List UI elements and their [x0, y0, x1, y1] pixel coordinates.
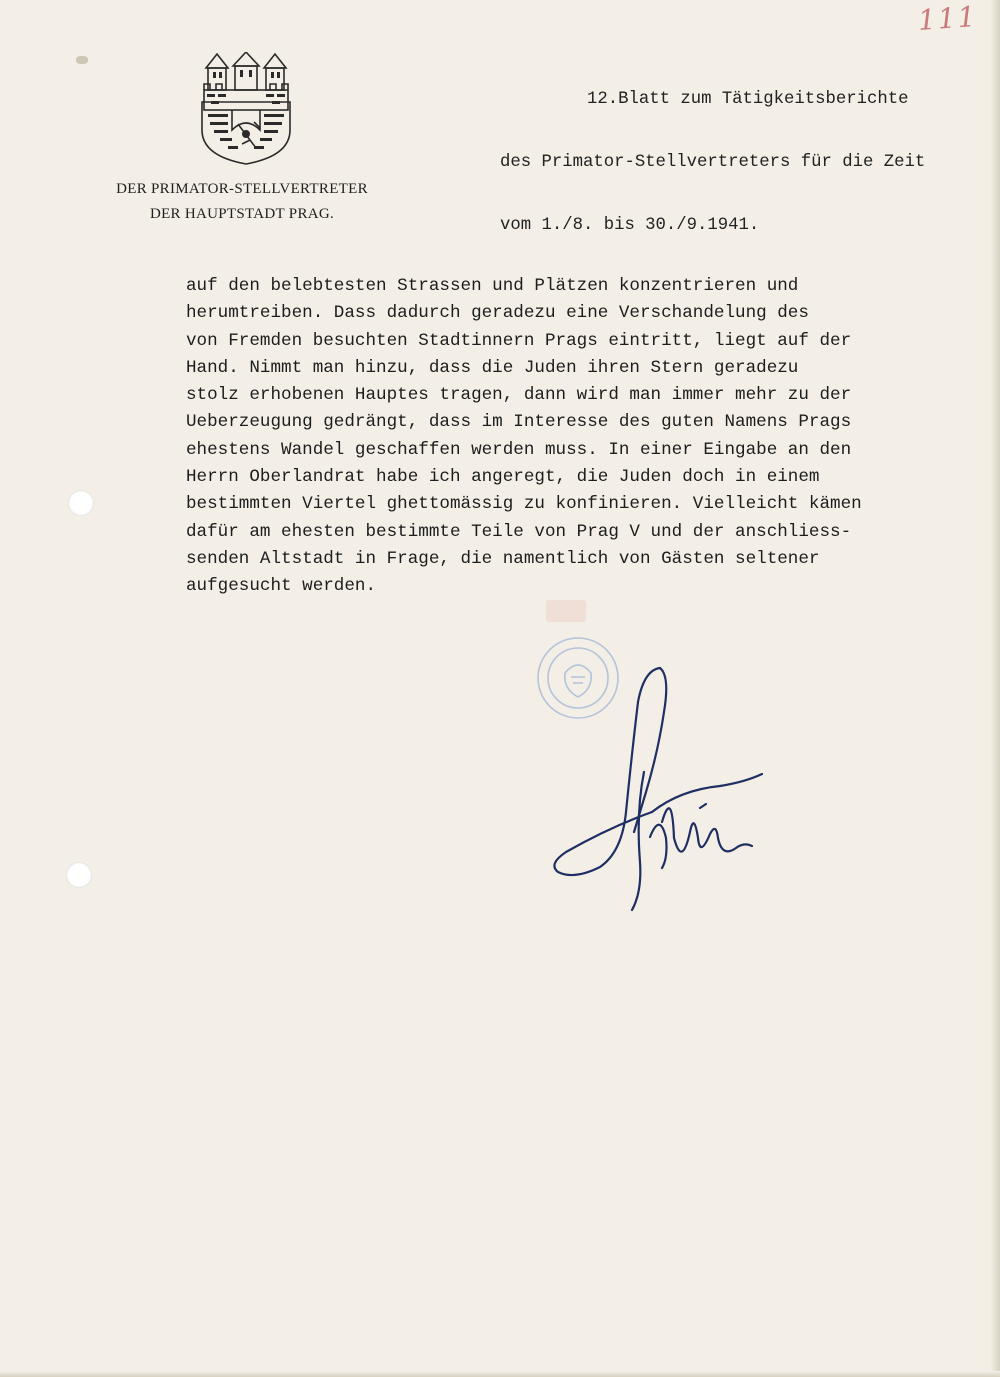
folio-number: 111: [916, 0, 979, 38]
punch-hole-top: [68, 490, 94, 516]
body-line: dafür am ehesten bestimmte Teile von Prag V und der anschliess-: [186, 521, 852, 542]
report-reference-line-1: 12.Blatt zum Tätigkeitsberichte: [587, 90, 909, 109]
paper-mark: [76, 56, 88, 64]
handwritten-signature-icon: [540, 662, 780, 912]
report-reference: [500, 47, 925, 278]
letterhead: [72, 177, 412, 227]
body-line: Herrn Oberlandrat habe ich angeregt, die Juden doch in einem: [186, 467, 820, 488]
report-reference-line-3: vom 1./8. bis 30./9.1941.: [500, 216, 760, 235]
body-line: aufgesucht werden.: [186, 576, 377, 597]
body-line: senden Altstadt in Frage, die namentlich von Gästen seltener: [186, 548, 820, 569]
body-line: ehestens Wandel geschaffen werden muss. In einer Eingabe an den: [186, 439, 852, 460]
body-line: von Fremden besuchten Stadtinnern Prags eintritt, liegt auf der: [186, 330, 852, 351]
body-line: bestimmten Viertel ghettomässig zu konfinieren. Vielleicht kämen: [186, 494, 862, 515]
letterhead-subtitle: DER HAUPTSTADT PRAG.: [149, 206, 335, 222]
prague-coat-of-arms-icon: [198, 52, 294, 166]
body-line: Ueberzeugung gedrängt, dass im Interesse des guten Namens Prags: [186, 412, 852, 433]
body-line: herumtreiben. Dass dadurch geradezu eine Verschandelung des: [186, 303, 809, 324]
faint-red-stamp: [546, 600, 586, 622]
letterhead-title: DER PRIMATOR-STELLVERTRETER: [116, 181, 368, 197]
body-line: auf den belebtesten Strassen und Plätzen konzentrieren und: [186, 276, 799, 296]
page-right-edge: [990, 0, 1000, 1377]
body-line: stolz erhobenen Hauptes tragen, dann wird man immer mehr zu der: [186, 385, 852, 406]
punch-hole-bottom: [66, 862, 92, 888]
body-paragraph: [186, 273, 946, 601]
body-line: Hand. Nimmt man hinzu, dass die Juden ihren Stern geradezu: [186, 357, 799, 378]
page-bottom-edge: [0, 1371, 1000, 1377]
report-reference-line-2: des Primator-Stellvertreters für die Zeit: [500, 153, 926, 172]
